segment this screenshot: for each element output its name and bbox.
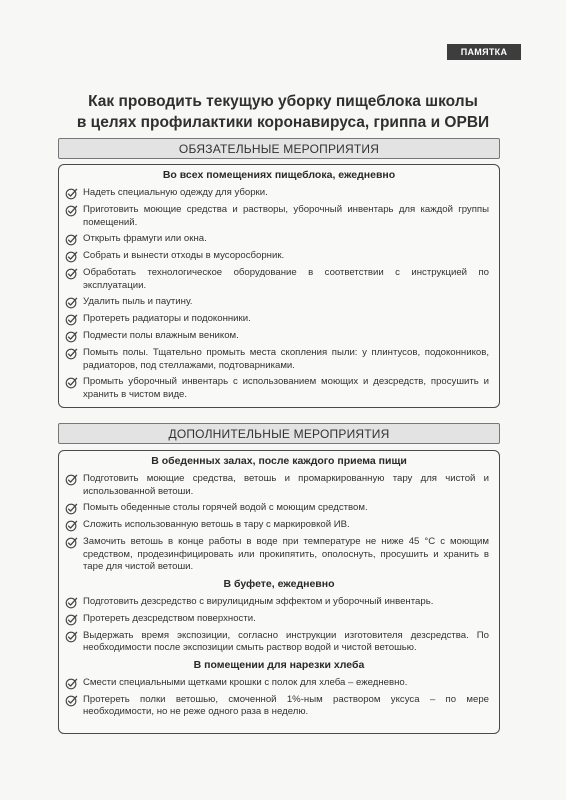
list-item-text: Удалить пыль и паутину.	[83, 296, 193, 307]
list-item-text: Смести специальными щетками крошки с полок для хлеба – ежедневно.	[83, 676, 408, 688]
list-item	[65, 376, 489, 401]
list-item-text: Замочить ветошь в конце работы в воде при температуре не ниже 45 °С с моющим средством, продезинфицировать или прокипятить, ополоснуть, просушить и хранить в таре для чистой ветоши.	[83, 536, 489, 572]
check-circle-icon	[65, 519, 78, 532]
check-circle-icon	[65, 233, 78, 246]
list-item-text: Подготовить дезсредство с вирулицидным эффектом и уборочный инвентарь.	[83, 595, 434, 607]
list-item	[65, 187, 489, 200]
list-item-text: Подготовить моющие средства, ветошь и промаркированную тару для чистой и использованной ветоши.	[83, 473, 489, 497]
bread-room-list	[59, 677, 499, 719]
check-circle-icon	[65, 330, 78, 343]
list-item-text: Подмести полы влажным веником.	[83, 330, 239, 341]
check-circle-icon	[65, 267, 78, 280]
list-item	[65, 694, 489, 719]
page-title	[40, 91, 526, 133]
list-item	[65, 630, 489, 655]
list-item	[65, 613, 489, 626]
list-item-text: Собрать и вынести отходы в мусоросборник.	[83, 250, 285, 261]
check-circle-icon	[65, 473, 78, 486]
list-item	[65, 296, 489, 309]
list-item-text: Протереть полки ветошью, смоченной 1%-ным раствором уксуса – по мере необходимости, но не реже одного раза в неделю.	[83, 693, 489, 717]
list-item-text: Промыть уборочный инвентарь с использованием моющих и дезсредств, просушить и хранить в чистом виде.	[83, 376, 489, 400]
check-circle-icon	[65, 677, 78, 690]
list-item-text: Протереть радиаторы и подоконники.	[83, 313, 251, 324]
list-item	[65, 677, 489, 690]
list-item	[65, 313, 489, 326]
check-circle-icon	[65, 250, 78, 263]
section-additional-header: ДОПОЛНИТЕЛЬНЫЕ МЕРОПРИЯТИЯ	[58, 423, 500, 444]
check-circle-icon	[65, 502, 78, 515]
section-additional-box	[58, 450, 500, 734]
title-line-1: Как проводить текущую уборку пищеблока школы	[88, 93, 478, 110]
list-item-text: Сложить использованную ветошь в тару с маркировкой ИВ.	[83, 519, 350, 530]
section-mandatory-box	[58, 164, 500, 408]
list-item	[65, 233, 489, 246]
dining-subhead: В обеденных залах, после каждого приема пищи	[151, 455, 407, 467]
list-item-text: Приготовить моющие средства и растворы, уборочный инвентарь для каждой группы помещений.	[83, 204, 489, 228]
check-circle-icon	[65, 376, 78, 389]
check-circle-icon	[65, 536, 78, 549]
check-circle-icon	[65, 187, 78, 200]
list-item	[65, 250, 489, 263]
bread-room-subhead: В помещении для нарезки хлеба	[193, 658, 365, 671]
buffet-subhead: В буфете, ежедневно	[223, 577, 335, 590]
check-circle-icon	[65, 613, 78, 626]
list-item	[65, 536, 489, 574]
list-item	[65, 473, 489, 498]
list-item	[65, 596, 489, 609]
memo-badge: ПАМЯТКА	[447, 44, 521, 60]
check-circle-icon	[65, 630, 78, 643]
list-item	[65, 330, 489, 343]
mandatory-subhead: Во всех помещениях пищеблока, ежедневно	[162, 169, 396, 181]
list-item-text: Выдержать время экспозиции, согласно инструкции изготовителя дезсредства. По необходимости после экспозиции смыть раствор водой и чистой ветошью.	[83, 629, 489, 653]
list-item-text: Обработать технологическое оборудование в соответствии с инструкцией по эксплуатации.	[83, 267, 489, 291]
check-circle-icon	[65, 204, 78, 217]
list-item	[65, 502, 489, 515]
list-item	[65, 267, 489, 292]
list-item-text: Надеть специальную одежду для уборки.	[83, 187, 268, 198]
list-item-text: Протереть дезсредством поверхности.	[83, 612, 256, 624]
mandatory-list	[59, 187, 499, 401]
buffet-list	[59, 596, 499, 655]
check-circle-icon	[65, 347, 78, 360]
section-mandatory-header: ОБЯЗАТЕЛЬНЫЕ МЕРОПРИЯТИЯ	[58, 138, 500, 159]
list-item	[65, 519, 489, 532]
list-item-text: Помыть обеденные столы горячей водой с моющим средством.	[83, 502, 368, 513]
list-item-text: Открыть фрамуги или окна.	[83, 233, 207, 244]
title-line-2: в целях профилактики коронавируса, гриппа и ОРВИ	[76, 114, 490, 131]
check-circle-icon	[65, 296, 78, 309]
check-circle-icon	[65, 313, 78, 326]
list-item	[65, 204, 489, 229]
list-item-text: Помыть полы. Тщательно промыть места скопления пыли: у плинтусов, подоконников, радиаторов, под стеллажами, подтоварниками.	[83, 347, 489, 371]
dining-list	[59, 473, 499, 574]
check-circle-icon	[65, 694, 78, 707]
check-circle-icon	[65, 596, 78, 609]
list-item	[65, 347, 489, 372]
